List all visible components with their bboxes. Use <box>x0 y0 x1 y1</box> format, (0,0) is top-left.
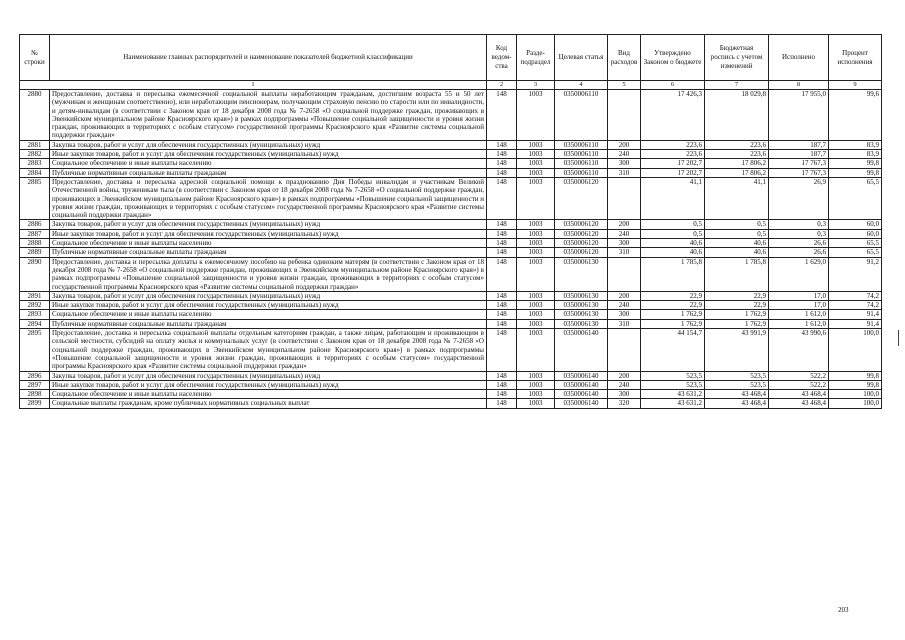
row-target-article: 0350006130 <box>555 257 608 291</box>
table-row <box>20 248 882 257</box>
row-number: 2887 <box>20 229 50 238</box>
row-percent: 91,4 <box>829 319 882 328</box>
row-target-article: 0350006110 <box>555 168 608 177</box>
row-target-article: 0350006120 <box>555 220 608 229</box>
row-approved: 22,9 <box>641 291 705 300</box>
row-executed: 43 990,6 <box>769 329 829 371</box>
row-department-code: 148 <box>487 248 517 257</box>
table-row <box>20 168 882 177</box>
column-number: 8 <box>769 81 829 90</box>
header-section: Разде-подраздел <box>517 35 555 81</box>
row-budget-list: 1 785,8 <box>705 257 769 291</box>
row-expense-type <box>608 257 641 291</box>
row-approved: 523,5 <box>641 380 705 389</box>
row-number: 2883 <box>20 159 50 168</box>
row-section: 1003 <box>517 248 555 257</box>
row-department-code: 148 <box>487 140 517 149</box>
row-department-code: 148 <box>487 150 517 159</box>
row-department-code: 148 <box>487 257 517 291</box>
row-name: Социальные выплаты гражданам, кроме публичных нормативных социальных выплат <box>50 399 487 408</box>
row-target-article: 0350006110 <box>555 140 608 149</box>
row-target-article: 0350006120 <box>555 229 608 238</box>
row-number: 2884 <box>20 168 50 177</box>
row-target-article: 0350006140 <box>555 390 608 399</box>
row-budget-list: 18 029,8 <box>705 90 769 141</box>
row-executed: 26,6 <box>769 239 829 248</box>
row-percent: 100,0 <box>829 399 882 408</box>
column-number: 7 <box>705 81 769 90</box>
row-number: 2880 <box>20 90 50 141</box>
row-name: Закупка товаров, работ и услуг для обеспечения государственных (муниципальных) нужд <box>50 140 487 149</box>
row-section: 1003 <box>517 257 555 291</box>
table-row <box>20 220 882 229</box>
row-department-code: 148 <box>487 310 517 319</box>
row-executed: 1 612,0 <box>769 319 829 328</box>
row-section: 1003 <box>517 301 555 310</box>
row-approved: 40,6 <box>641 248 705 257</box>
row-name: Социальное обеспечение и иные выплаты населению <box>50 310 487 319</box>
row-number: 2899 <box>20 399 50 408</box>
table-row <box>20 229 882 238</box>
row-section: 1003 <box>517 159 555 168</box>
row-executed: 522,2 <box>769 380 829 389</box>
row-department-code: 148 <box>487 239 517 248</box>
row-name: Закупка товаров, работ и услуг для обеспечения государственных (муниципальных) нужд <box>50 371 487 380</box>
row-percent: 65,5 <box>829 248 882 257</box>
header-target-article: Целевая статья <box>555 35 608 81</box>
row-expense-type: 240 <box>608 301 641 310</box>
row-budget-list: 41,1 <box>705 177 769 219</box>
page-number: 203 <box>838 606 849 614</box>
row-approved: 41,1 <box>641 177 705 219</box>
table-row <box>20 140 882 149</box>
row-approved: 43 631,2 <box>641 399 705 408</box>
header-budget-list: Бюджетная роспись с учетом изменений <box>705 35 769 81</box>
row-department-code: 148 <box>487 90 517 141</box>
row-section: 1003 <box>517 329 555 371</box>
row-section: 1003 <box>517 371 555 380</box>
table-row <box>20 371 882 380</box>
row-department-code: 148 <box>487 390 517 399</box>
row-target-article: 0350006140 <box>555 329 608 371</box>
table-row <box>20 399 882 408</box>
row-target-article: 0350006140 <box>555 399 608 408</box>
row-approved: 1 762,9 <box>641 310 705 319</box>
row-name: Социальное обеспечение и иные выплаты населению <box>50 390 487 399</box>
row-percent: 74,2 <box>829 301 882 310</box>
row-budget-list: 22,9 <box>705 301 769 310</box>
row-number: 2892 <box>20 301 50 310</box>
row-name: Социальное обеспечение и иные выплаты населению <box>50 239 487 248</box>
table-row <box>20 380 882 389</box>
row-expense-type: 310 <box>608 319 641 328</box>
row-percent: 99,8 <box>829 380 882 389</box>
row-percent: 99,6 <box>829 90 882 141</box>
column-number: 4 <box>555 81 608 90</box>
row-approved: 22,9 <box>641 301 705 310</box>
row-percent: 99,8 <box>829 159 882 168</box>
row-number: 2890 <box>20 257 50 291</box>
row-expense-type: 300 <box>608 239 641 248</box>
row-approved: 17 202,7 <box>641 168 705 177</box>
row-number: 2889 <box>20 248 50 257</box>
row-budget-list: 43 991,9 <box>705 329 769 371</box>
row-percent: 65,5 <box>829 177 882 219</box>
row-target-article: 0350006130 <box>555 301 608 310</box>
row-executed: 522,2 <box>769 371 829 380</box>
table-row <box>20 177 882 219</box>
row-expense-type: 320 <box>608 399 641 408</box>
row-section: 1003 <box>517 90 555 141</box>
column-number: 3 <box>517 81 555 90</box>
column-number: 5 <box>608 81 641 90</box>
row-target-article: 0350006140 <box>555 380 608 389</box>
row-budget-list: 223,6 <box>705 140 769 149</box>
column-number: 2 <box>487 81 517 90</box>
row-section: 1003 <box>517 390 555 399</box>
column-number: 9 <box>829 81 882 90</box>
row-executed: 43 468,4 <box>769 390 829 399</box>
row-name: Закупка товаров, работ и услуг для обеспечения государственных (муниципальных) нужд <box>50 291 487 300</box>
header-department-code: Код ведом-ства <box>487 35 517 81</box>
row-percent: 83,9 <box>829 150 882 159</box>
row-budget-list: 223,6 <box>705 150 769 159</box>
header-percent: Процент исполнения <box>829 35 882 81</box>
row-expense-type: 240 <box>608 380 641 389</box>
row-budget-list: 17 806,2 <box>705 168 769 177</box>
row-budget-list: 43 468,4 <box>705 390 769 399</box>
row-budget-list: 22,9 <box>705 291 769 300</box>
row-number: 2886 <box>20 220 50 229</box>
row-approved: 17 426,3 <box>641 90 705 141</box>
row-budget-list: 17 806,2 <box>705 159 769 168</box>
row-section: 1003 <box>517 319 555 328</box>
table-body <box>20 90 882 409</box>
row-executed: 26,9 <box>769 177 829 219</box>
row-name: Закупка товаров, работ и услуг для обеспечения государственных (муниципальных) нужд <box>50 220 487 229</box>
row-approved: 1 785,8 <box>641 257 705 291</box>
row-department-code: 148 <box>487 220 517 229</box>
row-section: 1003 <box>517 291 555 300</box>
row-target-article: 0350006130 <box>555 291 608 300</box>
row-number: 2897 <box>20 380 50 389</box>
table-row <box>20 291 882 300</box>
row-percent: 91,4 <box>829 310 882 319</box>
row-expense-type: 300 <box>608 159 641 168</box>
row-executed: 0,3 <box>769 220 829 229</box>
row-name: Социальное обеспечение и иные выплаты населению <box>50 159 487 168</box>
column-number: 6 <box>641 81 705 90</box>
row-expense-type <box>608 177 641 219</box>
row-executed: 17,0 <box>769 301 829 310</box>
row-approved: 1 762,9 <box>641 319 705 328</box>
row-number: 2888 <box>20 239 50 248</box>
row-target-article: 0350006110 <box>555 150 608 159</box>
row-approved: 223,6 <box>641 140 705 149</box>
row-executed: 17,0 <box>769 291 829 300</box>
row-name: Предоставление, доставка и пересылка ежемесячной социальной выплаты неработающим гражданам, достигшим возраста 55 и 50 лет (мужчинам и женщинам соответственно), или неработающим пенсионерам, получающим страховую пенсию по старости или по инвалидности, и детям-инвалидам (в соответствии с Законом края от 18 декабря 2008 года № 7-2658 «О социальной поддержке граждан, проживающих в Эвенкийском муниципальном районе Красноярского края») в рамках подпрограммы «Повышение социальной защищенности и уровня жизни граждан, проживающих в территориях с особым статусом» государственной программы Красноярского края «Развитие системы социальной поддержки граждан» <box>50 90 487 141</box>
row-budget-list: 523,5 <box>705 380 769 389</box>
header-executed: Исполнено <box>769 35 829 81</box>
table-row <box>20 159 882 168</box>
row-section: 1003 <box>517 150 555 159</box>
row-expense-type: 240 <box>608 150 641 159</box>
row-name: Иные закупки товаров, работ и услуг для обеспечения государственных (муниципальных) нужд <box>50 150 487 159</box>
row-target-article: 0350006120 <box>555 239 608 248</box>
row-budget-list: 40,6 <box>705 248 769 257</box>
row-expense-type: 300 <box>608 390 641 399</box>
row-name: Предоставление, доставка и пересылка доплаты к ежемесячному пособию на ребенка одиноким матерям (в соответствии с Законом края от 18 декабря 2008 года № 7-2658 «О социальной поддержке граждан, проживающих в Эвенкийском муниципальном районе Красноярского края») в рамках подпрограммы «Повышение социальной защищенности и уровня жизни граждан, проживающих в территориях с особым статусом» государственной программы Красноярского края «Развитие системы социальной поддержки граждан» <box>50 257 487 291</box>
budget-table-sheet <box>19 34 881 409</box>
row-section: 1003 <box>517 239 555 248</box>
row-budget-list: 0,5 <box>705 220 769 229</box>
header-expense-type: Вид расходов <box>608 35 641 81</box>
row-executed: 187,7 <box>769 140 829 149</box>
row-budget-list: 1 762,9 <box>705 319 769 328</box>
table-row <box>20 329 882 371</box>
row-department-code: 148 <box>487 177 517 219</box>
row-budget-list: 43 468,4 <box>705 399 769 408</box>
row-approved: 17 202,7 <box>641 159 705 168</box>
row-number: 2894 <box>20 319 50 328</box>
row-number: 2885 <box>20 177 50 219</box>
row-number: 2895 <box>20 329 50 371</box>
row-expense-type: 200 <box>608 291 641 300</box>
row-department-code: 148 <box>487 371 517 380</box>
row-percent: 99,8 <box>829 371 882 380</box>
budget-execution-table <box>19 34 882 409</box>
row-target-article: 0350006120 <box>555 248 608 257</box>
row-expense-type: 200 <box>608 140 641 149</box>
table-header <box>20 35 882 90</box>
row-number: 2893 <box>20 310 50 319</box>
row-department-code: 148 <box>487 319 517 328</box>
row-percent: 91,2 <box>829 257 882 291</box>
row-section: 1003 <box>517 177 555 219</box>
row-expense-type <box>608 90 641 141</box>
row-department-code: 148 <box>487 329 517 371</box>
row-expense-type: 310 <box>608 248 641 257</box>
row-percent: 83,9 <box>829 140 882 149</box>
row-budget-list: 523,5 <box>705 371 769 380</box>
header-row-number: № строки <box>20 35 50 81</box>
row-target-article: 0350006120 <box>555 177 608 219</box>
row-expense-type <box>608 329 641 371</box>
row-target-article: 0350006140 <box>555 371 608 380</box>
row-name: Предоставление, доставка и пересылка социальной выплаты отдельным категориям граждан, а также лицам, работающим и проживающим в сельской местности, субсидий на оплату жилья и коммунальных услуг (в соответствии с Законом края от 18 декабря 2008 года № 7-2658 «О социальной поддержке граждан, проживающих в Эвенкийском муниципальном районе Красноярского края») в рамках подпрограммы «Повышение социальной защищенности и уровня жизни граждан, проживающих в территориях с особым статусом» государственной программы Красноярского края «Развитие системы социальной поддержки граждан» <box>50 329 487 371</box>
row-expense-type: 200 <box>608 371 641 380</box>
row-percent: 100,0 <box>829 390 882 399</box>
table-row <box>20 390 882 399</box>
row-department-code: 148 <box>487 291 517 300</box>
row-department-code: 148 <box>487 399 517 408</box>
row-expense-type: 300 <box>608 310 641 319</box>
table-row <box>20 150 882 159</box>
row-target-article: 0350006110 <box>555 90 608 141</box>
row-approved: 0,5 <box>641 220 705 229</box>
column-number: 1 <box>20 81 487 90</box>
row-target-article: 0350006110 <box>555 159 608 168</box>
table-row <box>20 319 882 328</box>
row-executed: 17 955,0 <box>769 90 829 141</box>
row-name: Иные закупки товаров, работ и услуг для обеспечения государственных (муниципальных) нужд <box>50 301 487 310</box>
row-approved: 523,5 <box>641 371 705 380</box>
row-name: Публичные нормативные социальные выплаты гражданам <box>50 319 487 328</box>
row-department-code: 148 <box>487 159 517 168</box>
row-department-code: 148 <box>487 380 517 389</box>
row-approved: 40,6 <box>641 239 705 248</box>
row-percent: 100,0 <box>829 329 882 371</box>
row-percent: 60,0 <box>829 220 882 229</box>
row-section: 1003 <box>517 220 555 229</box>
row-target-article: 0350006130 <box>555 310 608 319</box>
row-number: 2896 <box>20 371 50 380</box>
row-approved: 44 154,7 <box>641 329 705 371</box>
table-row <box>20 239 882 248</box>
row-percent: 99,8 <box>829 168 882 177</box>
row-approved: 0,5 <box>641 229 705 238</box>
row-executed: 1 629,0 <box>769 257 829 291</box>
row-number: 2882 <box>20 150 50 159</box>
row-percent: 60,0 <box>829 229 882 238</box>
row-name: Иные закупки товаров, работ и услуг для обеспечения государственных (муниципальных) нужд <box>50 229 487 238</box>
row-budget-list: 1 762,9 <box>705 310 769 319</box>
row-executed: 17 767,3 <box>769 159 829 168</box>
header-name: Наименование главных распорядителей и наименование показателей бюджетной классификации <box>50 35 487 81</box>
header-approved: Утверждено Законом о бюджете <box>641 35 705 81</box>
row-percent: 65,5 <box>829 239 882 248</box>
margin-mark <box>898 330 899 346</box>
row-executed: 17 767,3 <box>769 168 829 177</box>
row-executed: 26,6 <box>769 248 829 257</box>
row-percent: 74,2 <box>829 291 882 300</box>
row-expense-type: 310 <box>608 168 641 177</box>
row-section: 1003 <box>517 168 555 177</box>
row-name: Иные закупки товаров, работ и услуг для обеспечения государственных (муниципальных) нужд <box>50 380 487 389</box>
row-number: 2891 <box>20 291 50 300</box>
row-department-code: 148 <box>487 301 517 310</box>
row-expense-type: 240 <box>608 229 641 238</box>
row-executed: 0,3 <box>769 229 829 238</box>
table-row <box>20 301 882 310</box>
row-section: 1003 <box>517 140 555 149</box>
row-expense-type: 200 <box>608 220 641 229</box>
row-name: Публичные нормативные социальные выплаты гражданам <box>50 248 487 257</box>
row-approved: 43 631,2 <box>641 390 705 399</box>
row-executed: 187,7 <box>769 150 829 159</box>
row-department-code: 148 <box>487 229 517 238</box>
row-budget-list: 40,6 <box>705 239 769 248</box>
row-target-article: 0350006130 <box>555 319 608 328</box>
row-section: 1003 <box>517 380 555 389</box>
row-approved: 223,6 <box>641 150 705 159</box>
row-department-code: 148 <box>487 168 517 177</box>
row-name: Публичные нормативные социальные выплаты гражданам <box>50 168 487 177</box>
row-section: 1003 <box>517 229 555 238</box>
row-section: 1003 <box>517 399 555 408</box>
row-number: 2881 <box>20 140 50 149</box>
column-number-row <box>20 81 882 90</box>
row-executed: 43 468,4 <box>769 399 829 408</box>
row-number: 2898 <box>20 390 50 399</box>
row-executed: 1 612,0 <box>769 310 829 319</box>
table-row <box>20 257 882 291</box>
row-section: 1003 <box>517 310 555 319</box>
row-name: Предоставление, доставка и пересылка адресной социальной помощи к празднованию Дня Победы инвалидам и участникам Великой Отечественной войны, труженикам тыла (в соответствии с Законом края от 18 декабря 2008 года № 7-2658 «О социальной поддержке граждан, проживающих в Эвенкийском муниципальном районе Красноярского края») в рамках подпрограммы «Повышение социальной защищенности и уровня жизни граждан, проживающих в территориях с особым статусом» государственной программы Красноярского края «Развитие системы социальной поддержки граждан» <box>50 177 487 219</box>
table-row <box>20 310 882 319</box>
table-row <box>20 90 882 141</box>
row-budget-list: 0,5 <box>705 229 769 238</box>
